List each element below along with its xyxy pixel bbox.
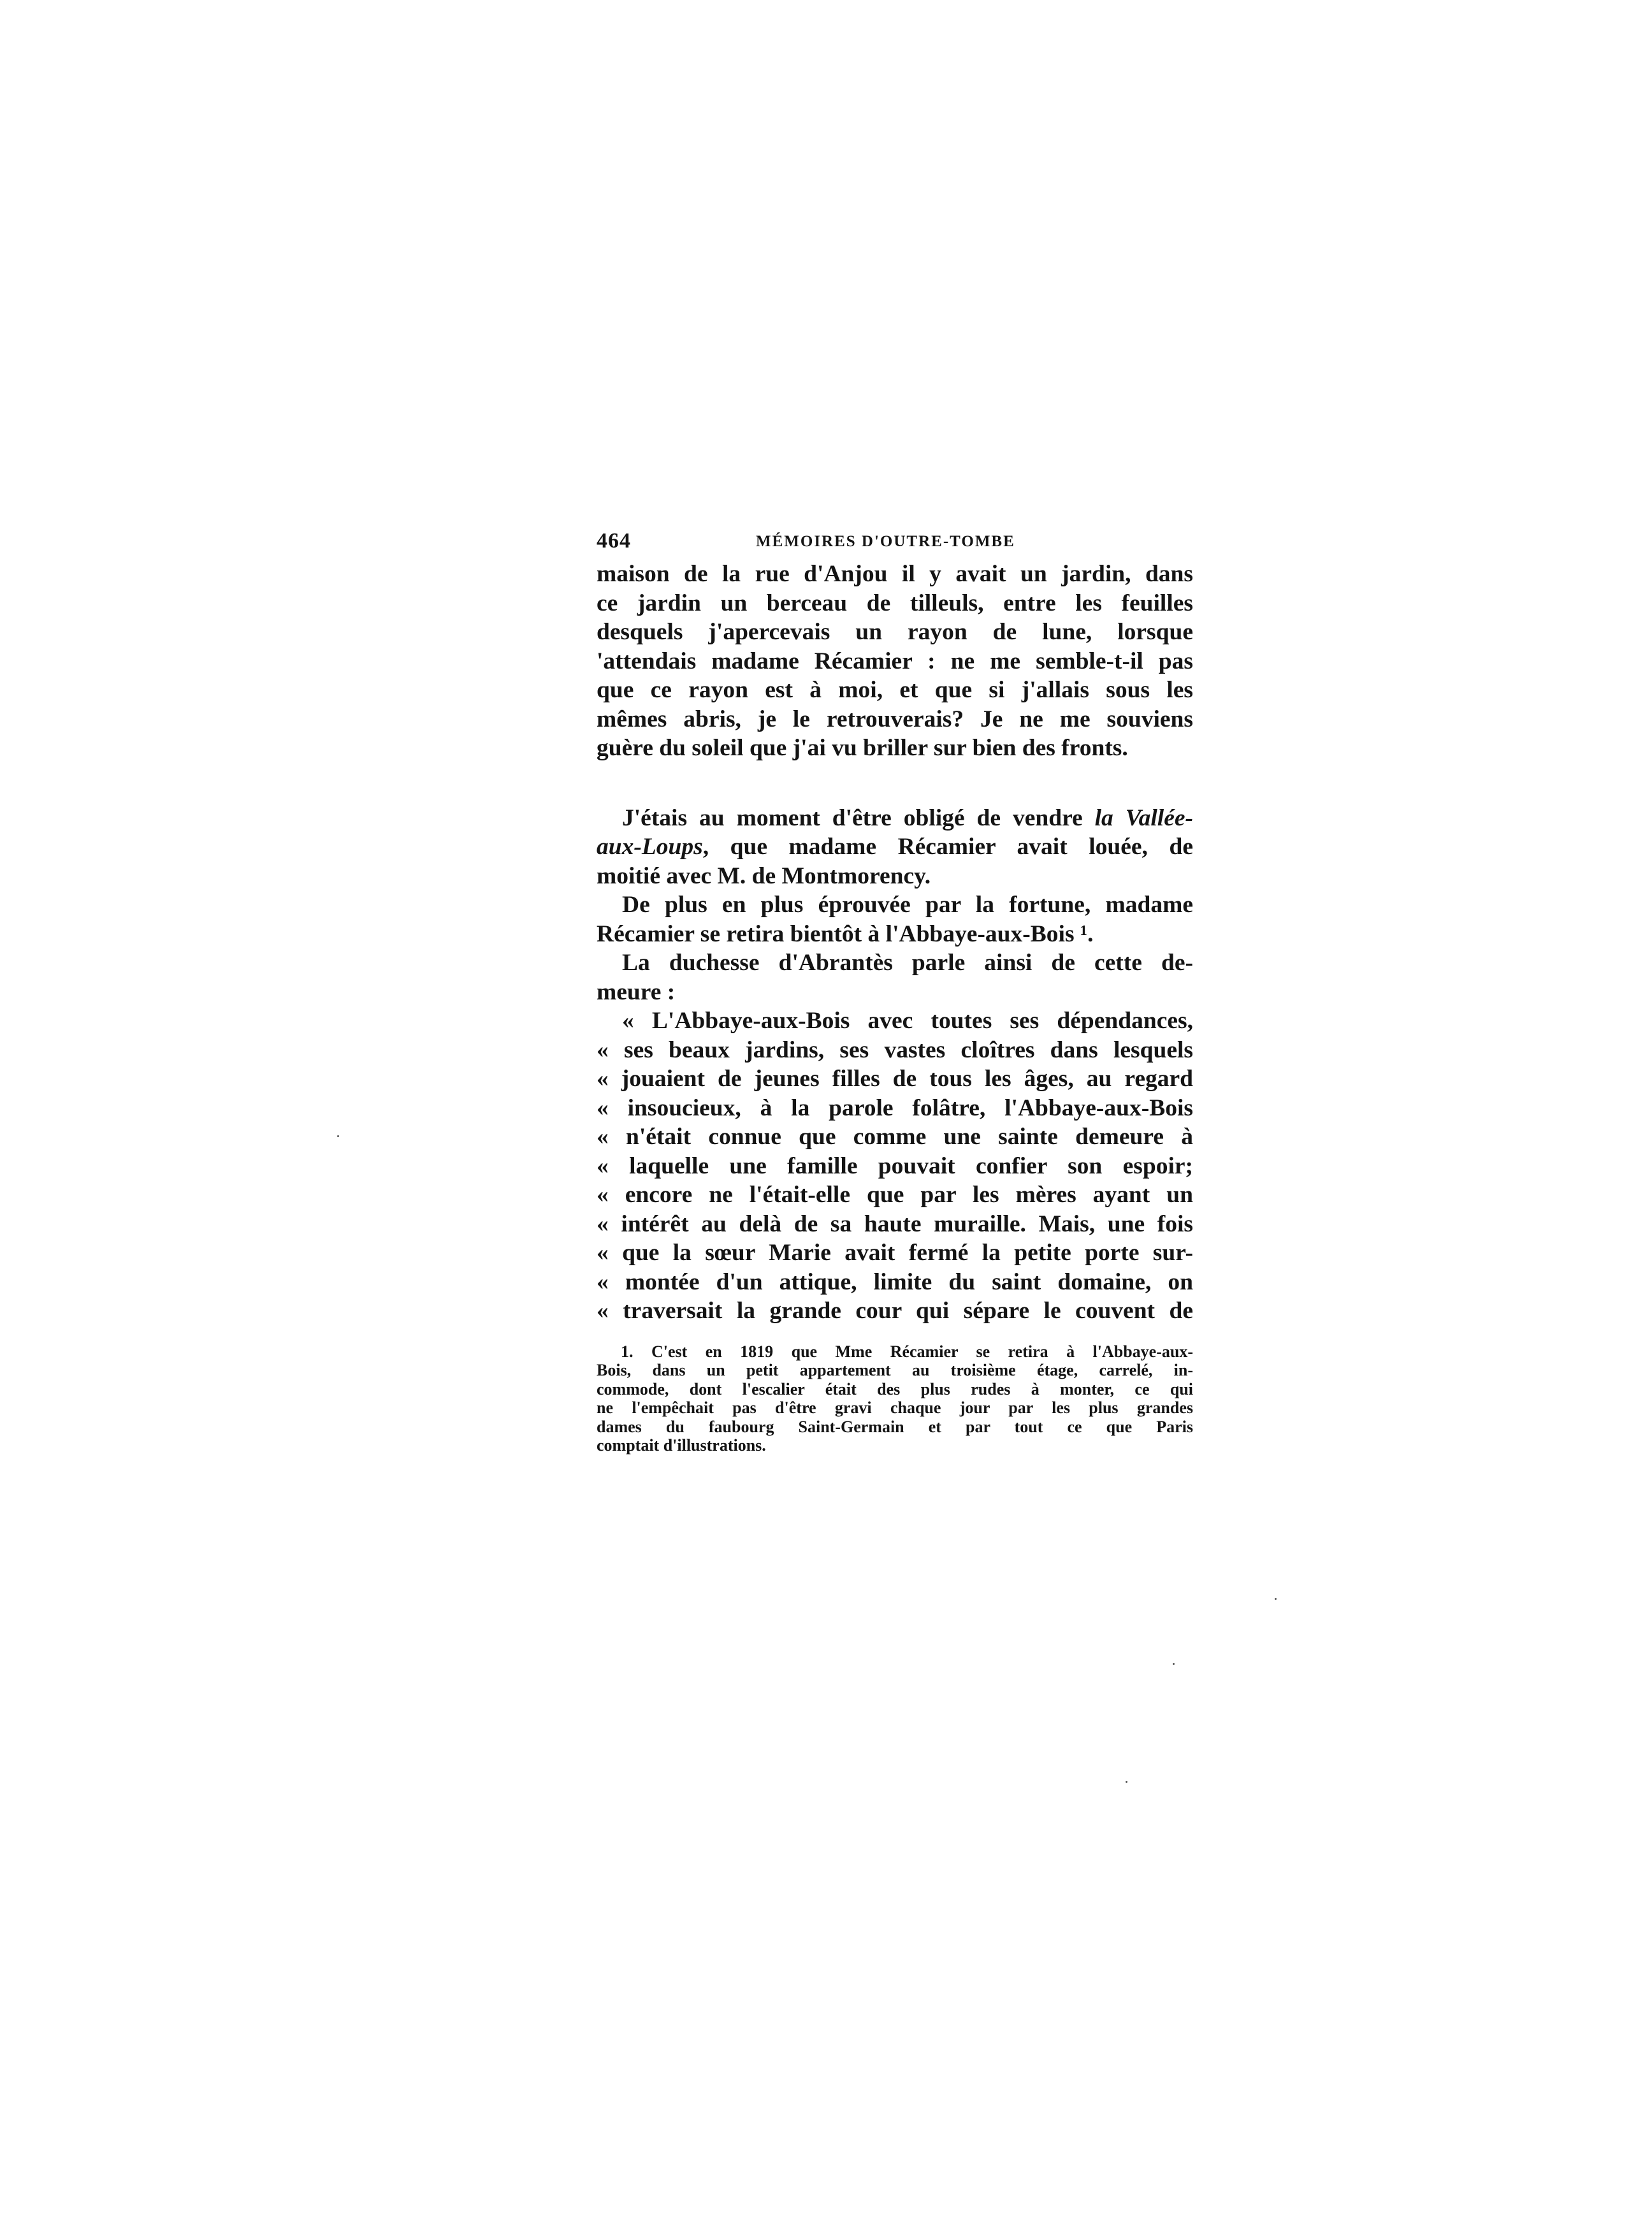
footnote-line: comptait d'illustrations. <box>597 1436 766 1455</box>
quote-line: « laquelle une famille pouvait confier son espoir; <box>597 1152 1193 1179</box>
scan-speck <box>337 1135 339 1137</box>
text-line: mêmes abris, je le retrouverais? Je ne me souviens <box>597 706 1193 732</box>
text-line: moitié avec M. de Montmorency. <box>597 862 931 889</box>
text-line: desquels j'apercevais un rayon de lune, lorsque <box>597 619 1193 645</box>
scan-speck <box>1275 1598 1277 1600</box>
running-title: MÉMOIRES D'OUTRE-TOMBE <box>756 533 1015 550</box>
text-line: De plus en plus éprouvée par la fortune, madame <box>622 892 1193 918</box>
text-line: Récamier se retira bientôt à l'Abbaye-aux-Bois ¹. <box>597 920 1094 947</box>
paragraph-2 <box>597 804 1193 891</box>
text-line: La duchesse d'Abrantès parle ainsi de cette de- <box>622 950 1193 976</box>
scan-speck <box>1173 1663 1175 1665</box>
text-line <box>597 804 1193 833</box>
text-run: J'étais au moment d'être obligé de vendre <box>622 804 1095 831</box>
scan-speck <box>1126 1781 1127 1783</box>
text-line: que ce rayon est à moi, et que si j'allais sous les <box>597 677 1193 703</box>
quote-line: « intérêt au delà de sa haute muraille. Mais, une fois <box>597 1210 1193 1237</box>
text-line <box>597 832 1193 862</box>
italic-title: aux-Loups <box>597 834 703 860</box>
footnote-line: dames du faubourg Saint-Germain et par tout ce que Paris <box>597 1417 1193 1436</box>
quote-line: « ses beaux jardins, ses vastes cloîtres dans lesquels <box>597 1036 1193 1063</box>
main-text <box>597 560 1193 1326</box>
quote-line: « montée d'un attique, limite du saint domaine, on <box>597 1268 1193 1295</box>
text-line: ce jardin un berceau de tilleuls, entre les feuilles <box>597 590 1193 616</box>
section-gap <box>597 763 1193 804</box>
text-line: maison de la rue d'Anjou il y avait un jardin, dans <box>597 561 1193 587</box>
quote-line: « insoucieux, à la parole folâtre, l'Abbaye-aux-Bois <box>597 1094 1193 1121</box>
footnote <box>597 1342 1193 1455</box>
quote-line: « traversait la grande cour qui sépare le couvent de <box>597 1298 1193 1324</box>
italic-title: la Vallée- <box>1094 804 1193 831</box>
quote-line: « jouaient de jeunes filles de tous les âges, au regard <box>597 1066 1193 1092</box>
text-line: meure : <box>597 978 676 1005</box>
quote-line: « n'était connue que comme une sainte demeure à <box>597 1124 1193 1150</box>
book-page <box>597 529 1193 1455</box>
paragraph-3 <box>597 890 1193 948</box>
text-line: guère du soleil que j'ai vu briller sur bien des fronts. <box>597 735 1128 761</box>
footnote-line: 1. C'est en 1819 que Mme Récamier se retira à l'Abbaye-aux- <box>621 1342 1193 1361</box>
quote-line: « que la sœur Marie avait fermé la petite porte sur- <box>597 1240 1193 1266</box>
quotation <box>597 1006 1193 1326</box>
paragraph-1 <box>597 560 1193 763</box>
text-run: , que madame Récamier avait louée, de <box>702 834 1193 860</box>
quote-line: « encore ne l'était-elle que par les mères ayant un <box>597 1182 1193 1208</box>
footnote-line: ne l'empêchait pas d'être gravi chaque jour par les plus grandes <box>597 1398 1193 1417</box>
footnote-line: Bois, dans un petit appartement au troisième étage, carrelé, in- <box>597 1361 1193 1379</box>
footnote-line: commode, dont l'escalier était des plus rudes à monter, ce qui <box>597 1379 1193 1398</box>
text-line: 'attendais madame Récamier : ne me semble-t-il pas <box>597 648 1193 674</box>
paragraph-4 <box>597 948 1193 1006</box>
running-head <box>597 529 1193 560</box>
page-number: 464 <box>597 529 631 553</box>
quote-line: « L'Abbaye-aux-Bois avec toutes ses dépendances, <box>622 1008 1193 1034</box>
